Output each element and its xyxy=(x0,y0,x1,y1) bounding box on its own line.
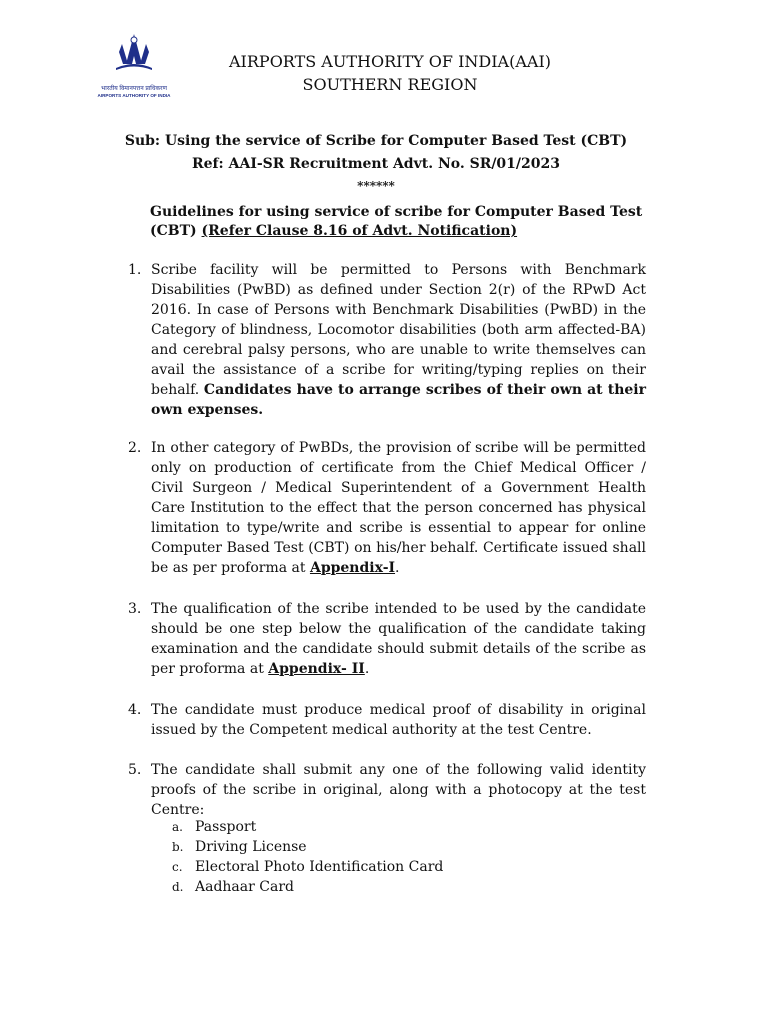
item-body: In other category of PwBDs, the provision of scribe will be permitted only on production of certificate from the Chief Medical Officer / Civil Surgeon / Medical Superintendent of a Government Health Care Institution to the effect that the person concerned has physical limitation to type/write and scribe is essential to appear for online Computer Based Test (CBT) on his/her behalf. Certificate issued shall be as per proforma at xyxy=(151,440,646,576)
appendix-i-link[interactable]: Appendix-I xyxy=(309,560,396,576)
logo-hindi-text: भारतीय विमानपत्तन प्राधिकरण xyxy=(101,86,167,92)
item-number: 3. xyxy=(128,601,142,617)
appendix-ii-link[interactable]: Appendix- II xyxy=(268,661,365,677)
sub-item-label: Passport xyxy=(195,819,257,835)
sub-item-label: Driving License xyxy=(195,839,307,855)
sub-item-label: Aadhaar Card xyxy=(195,879,294,895)
item-number: 5. xyxy=(128,762,142,778)
subject-line: Sub: Using the service of Scribe for Computer Based Test (CBT) xyxy=(124,133,628,149)
sub-item-letter: d. xyxy=(172,880,184,894)
separator: ****** xyxy=(357,179,395,193)
item-tail: . xyxy=(395,560,400,576)
reference-line: Ref: AAI-SR Recruitment Advt. No. SR/01/2023 xyxy=(191,156,560,172)
sub-item-letter: b. xyxy=(172,840,184,854)
item-number: 4. xyxy=(128,702,142,718)
clause-reference: (Refer Clause 8.16 of Advt. Notification) xyxy=(201,223,518,239)
item-body: The qualification of the scribe intended to be used by the candidate should be one step below the qualification of the candidate taking examination and the candidate should submit details of the scribe as per proforma at xyxy=(151,601,646,677)
list-item xyxy=(172,817,572,837)
item-text: The candidate shall submit any one of the following valid identity proofs of the scribe in original, along with a photocopy at the test Centre: xyxy=(151,762,646,818)
item-number: 2. xyxy=(128,440,142,456)
organization-title xyxy=(200,50,580,96)
guidelines-heading-text: Guidelines for using service of scribe for Computer Based Test (CBT) xyxy=(150,204,643,239)
list-item xyxy=(172,857,572,877)
item-text xyxy=(151,438,646,578)
sub-item-letter: c. xyxy=(172,860,183,874)
org-title-line1: AIRPORTS AUTHORITY OF INDIA(AAI) xyxy=(229,52,551,71)
aai-logo-icon xyxy=(92,30,176,82)
guidelines-heading xyxy=(150,203,650,241)
item-body: Scribe facility will be permitted to Persons with Benchmark Disabilities (PwBD) as defined under Section 2(r) of the RPwD Act 2016. In case of Persons with Benchmark Disabilities (PwBD) in the Category of blindness, Locomotor disabilities (both arm affected-BA) and cerebral palsy persons, who are unable to write themselves can avail the assistance of a scribe for writing/typing replies on their behalf. xyxy=(151,262,646,398)
logo-english-text: AIRPORTS AUTHORITY OF INDIA xyxy=(97,93,171,98)
item-text xyxy=(151,260,646,420)
item-text: The candidate must produce medical proof of disability in original issued by the Competent medical authority at the test Centre. xyxy=(151,702,646,738)
id-proof-list xyxy=(172,817,572,897)
sub-item-label: Electoral Photo Identification Card xyxy=(195,859,444,875)
list-item xyxy=(172,837,572,857)
sub-item-letter: a. xyxy=(172,820,183,834)
item-text xyxy=(151,599,646,679)
org-title-line2: SOUTHERN REGION xyxy=(302,75,478,94)
item-tail: . xyxy=(364,661,370,677)
list-item xyxy=(172,877,572,897)
item-bold-note: Candidates have to arrange scribes of their own at their own expenses. xyxy=(151,382,646,418)
aai-logo xyxy=(92,30,176,108)
item-number: 1. xyxy=(128,262,142,278)
